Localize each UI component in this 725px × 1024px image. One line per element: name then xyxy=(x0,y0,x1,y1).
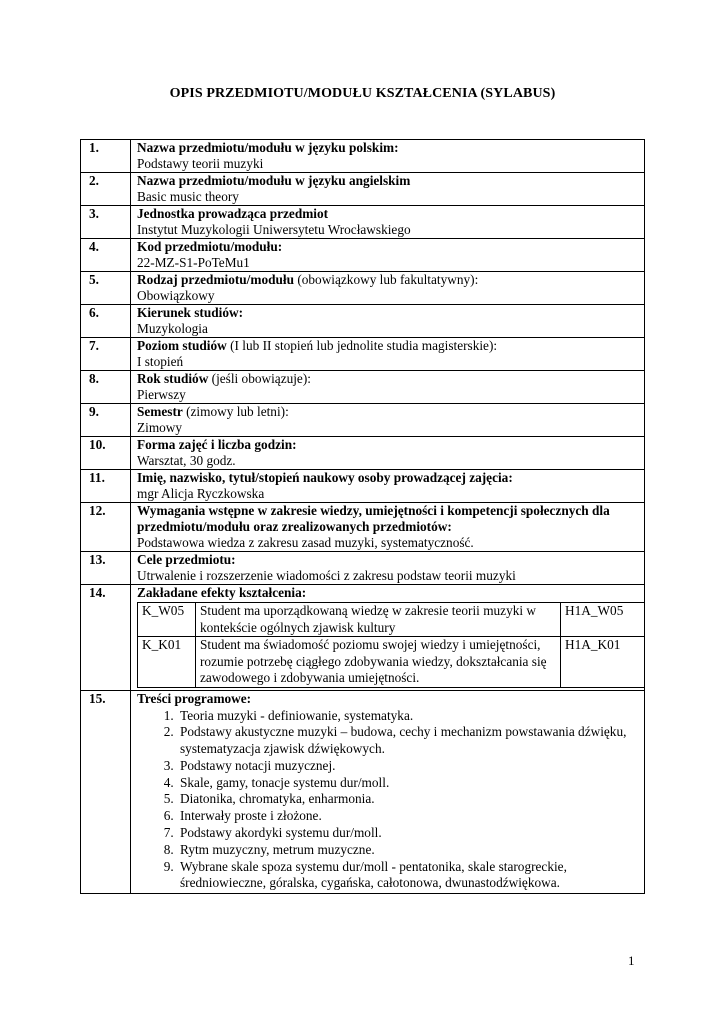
table-row xyxy=(81,690,645,894)
row-label-line xyxy=(137,173,644,189)
table-row xyxy=(81,371,645,404)
row-label: Semestr xyxy=(137,404,183,419)
row-content xyxy=(131,206,645,239)
row-label-note: (zimowy lub letni): xyxy=(182,404,289,419)
row-number: 7. xyxy=(81,338,131,371)
row-label-line xyxy=(137,470,644,486)
row-number: 3. xyxy=(81,206,131,239)
list-item: 2. Podstawy akustyczne muzyki – budowa, cechy i mechanizm powstawania dźwięku, systematyzacja zjawisk dźwiękowych. xyxy=(177,724,644,758)
table-row xyxy=(81,585,645,691)
table-row xyxy=(81,140,645,173)
table-row xyxy=(81,470,645,503)
list-item: 1. Teoria muzyki - definiowanie, systematyka. xyxy=(177,708,644,725)
row-label: Kod przedmiotu/modułu: xyxy=(137,239,283,254)
row-label: Nazwa przedmiotu/modułu w języku angielskim xyxy=(137,173,411,188)
effect-code: K_K01 xyxy=(138,637,196,688)
row-label-line xyxy=(137,404,644,420)
effect-text: Student ma uporządkowaną wiedzę w zakresie teorii muzyki w kontekście ogólnych zjawisk kultury xyxy=(196,603,561,637)
effects-table xyxy=(137,602,645,688)
row-number: 14. xyxy=(81,585,131,691)
row-value: I stopień xyxy=(137,354,184,369)
page-number: 1 xyxy=(628,953,635,968)
row-label-line xyxy=(137,503,644,535)
row-content xyxy=(131,338,645,371)
row-number: 13. xyxy=(81,552,131,585)
row-value: Zimowy xyxy=(137,420,183,435)
row-number: 4. xyxy=(81,239,131,272)
table-row xyxy=(81,437,645,470)
row-number: 2. xyxy=(81,173,131,206)
row-value: 22-MZ-S1-PoTeMu1 xyxy=(137,255,250,270)
row-number: 11. xyxy=(81,470,131,503)
row-number: 5. xyxy=(81,272,131,305)
row-content xyxy=(131,552,645,585)
row-content xyxy=(131,272,645,305)
row-number: 6. xyxy=(81,305,131,338)
row-value: mgr Alicja Ryczkowska xyxy=(137,486,265,501)
row-label-note: (jeśli obowiązuje): xyxy=(208,371,311,386)
effect-ref: H1A_W05 xyxy=(561,603,645,637)
row-value: Utrwalenie i rozszerzenie wiadomości z zakresu podstaw teorii muzyki xyxy=(137,568,516,583)
row-value: Podstawowa wiedza z zakresu zasad muzyki, systematyczność. xyxy=(137,535,474,550)
row-label: Jednostka prowadząca przedmiot xyxy=(137,206,329,221)
list-item: 8. Rytm muzyczny, metrum muzyczne. xyxy=(177,842,644,859)
page-title: OPIS PRZEDMIOTU/MODUŁU KSZTAŁCENIA (SYLABUS) xyxy=(169,86,556,101)
row-content xyxy=(131,305,645,338)
content-list xyxy=(137,708,644,893)
row-content xyxy=(131,437,645,470)
row-label-line xyxy=(137,338,644,354)
list-item: 4. Skale, gamy, tonacje systemu dur/moll. xyxy=(177,775,644,792)
list-item: 9. Wybrane skale spoza systemu dur/moll - pentatonika, skale starogreckie, średniowieczne, góralska, cygańska, całotonowa, dwunastodźwiękowa. xyxy=(177,859,644,893)
table-row xyxy=(81,503,645,552)
row-label: Cele przedmiotu: xyxy=(137,552,236,567)
row-value: Basic music theory xyxy=(137,189,239,204)
row-label-note: (obowiązkowy lub fakultatywny): xyxy=(294,272,479,287)
list-item: 6. Interwały proste i złożone. xyxy=(177,808,644,825)
table-row xyxy=(81,552,645,585)
table-row xyxy=(81,173,645,206)
effect-code: K_W05 xyxy=(138,603,196,637)
row-value: Podstawy teorii muzyki xyxy=(137,156,264,171)
table-row xyxy=(81,272,645,305)
row-label: Rodzaj przedmiotu/modułu xyxy=(137,272,294,287)
effect-ref: H1A_K01 xyxy=(561,637,645,688)
row-label-line xyxy=(137,437,644,453)
row-content xyxy=(131,371,645,404)
effect-text: Student ma świadomość poziomu swojej wiedzy i umiejętności, rozumie potrzebę ciągłego zdobywania wiedzy, dokształcania się zawodowego i zdobywania umiejętności. xyxy=(196,637,561,688)
row-number: 8. xyxy=(81,371,131,404)
row-content xyxy=(131,503,645,552)
table-row xyxy=(81,206,645,239)
row-content xyxy=(131,585,645,691)
row-label-line xyxy=(137,305,644,321)
row-label: Treści programowe: xyxy=(137,690,252,706)
table-row xyxy=(81,338,645,371)
list-item: 3. Podstawy notacji muzycznej. xyxy=(177,758,644,775)
row-label-line xyxy=(137,552,644,568)
row-value: Pierwszy xyxy=(137,387,186,402)
row-label-line xyxy=(137,140,644,156)
row-content xyxy=(131,140,645,173)
list-item: 5. Diatonika, chromatyka, enharmonia. xyxy=(177,791,644,808)
row-number: 15. xyxy=(81,690,131,894)
row-label-line xyxy=(137,239,644,255)
row-content xyxy=(131,690,645,894)
row-content xyxy=(131,404,645,437)
row-value: Warsztat, 30 godz. xyxy=(137,453,236,468)
row-label: Rok studiów xyxy=(137,371,209,386)
row-label-line xyxy=(137,272,644,288)
row-label-line xyxy=(137,206,644,222)
row-value: Obowiązkowy xyxy=(137,288,215,303)
row-label: Wymagania wstępne w zakresie wiedzy, umiejętności i kompetencji społecznych dla przedmiotu/modułu oraz zrealizowanych przedmiotów: xyxy=(137,503,610,534)
row-number: 10. xyxy=(81,437,131,470)
row-content xyxy=(131,239,645,272)
row-label: Forma zajęć i liczba godzin: xyxy=(137,437,297,452)
row-label-line xyxy=(137,371,644,387)
row-label: Kierunek studiów: xyxy=(137,305,244,320)
row-number: 1. xyxy=(81,140,131,173)
row-content xyxy=(131,173,645,206)
row-number: 12. xyxy=(81,503,131,552)
row-label-note: (I lub II stopień lub jednolite studia magisterskie): xyxy=(226,338,498,353)
list-item: 7. Podstawy akordyki systemu dur/moll. xyxy=(177,825,644,842)
syllabus-table xyxy=(80,139,645,894)
effect-row xyxy=(138,603,645,637)
row-content xyxy=(131,470,645,503)
table-row xyxy=(81,404,645,437)
table-row xyxy=(81,239,645,272)
row-label: Zakładane efekty kształcenia: xyxy=(137,585,307,600)
table-row xyxy=(81,305,645,338)
row-label: Nazwa przedmiotu/modułu w języku polskim: xyxy=(137,140,399,155)
row-number: 9. xyxy=(81,404,131,437)
row-label: Poziom studiów xyxy=(137,338,227,353)
effect-row xyxy=(138,637,645,688)
row-value: Muzykologia xyxy=(137,321,208,336)
row-label: Imię, nazwisko, tytuł/stopień naukowy osoby prowadzącej zajęcia: xyxy=(137,470,513,485)
row-value: Instytut Muzykologii Uniwersytetu Wrocławskiego xyxy=(137,222,411,237)
